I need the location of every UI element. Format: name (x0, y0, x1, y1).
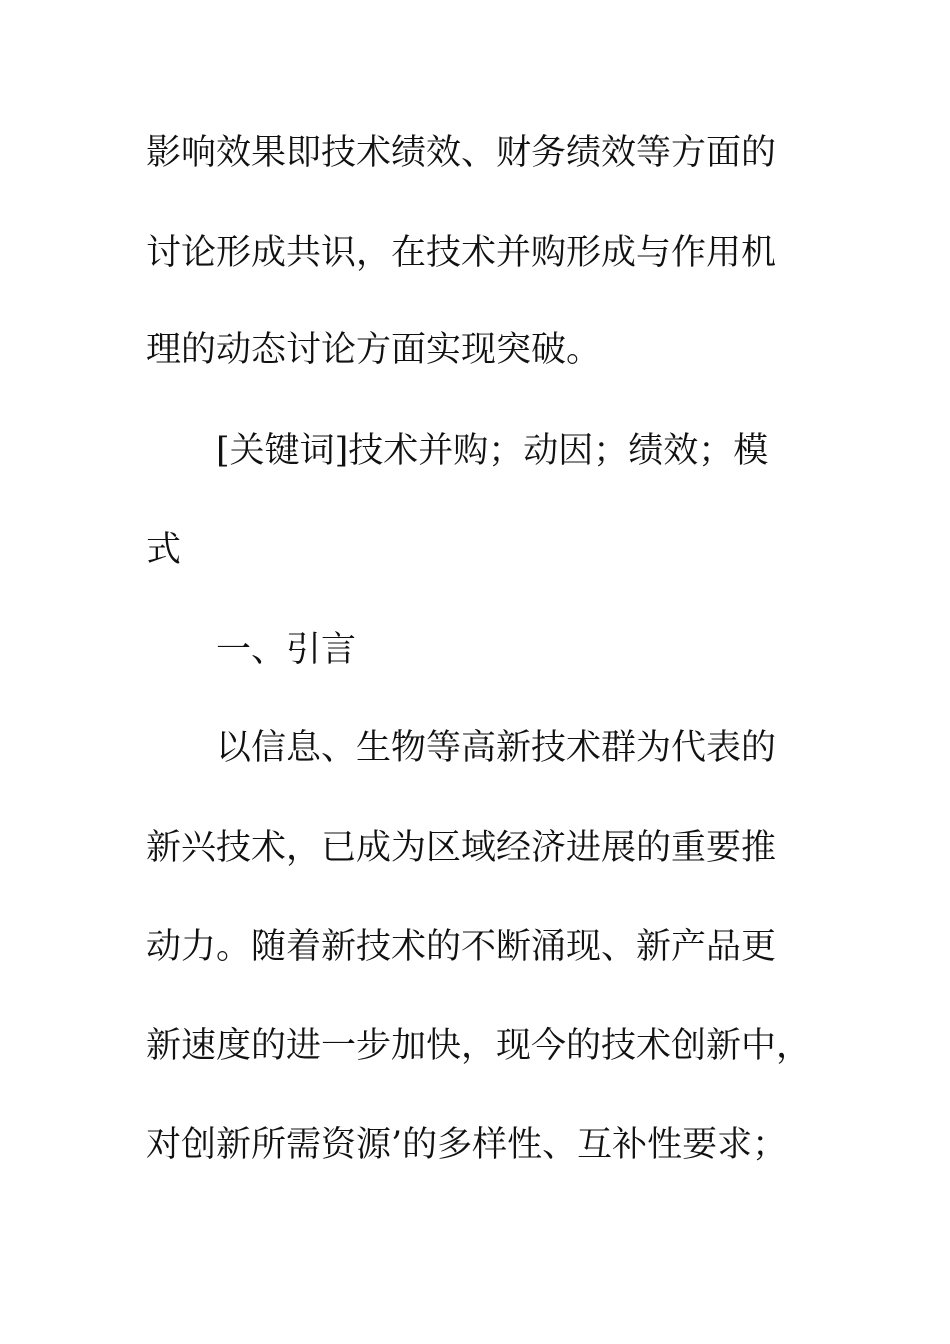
body-line: 对创新所需资源’的多样性、互补性要求； (146, 1125, 788, 1165)
section-heading: 一、引言 (216, 630, 357, 670)
body-line: 新速度的进一步加快，现今的技术创新中， (146, 1026, 812, 1066)
abstract-line: 理的动态讨论方面实现突破。 (146, 330, 602, 370)
keywords-line: [关键词]技术并购；动因；绩效；模 (216, 431, 769, 471)
abstract-line: 影响效果即技术绩效、财务绩效等方面的 (146, 133, 777, 173)
body-line: 动力。随着新技术的不断涌现、新产品更 (146, 927, 777, 967)
abstract-line: 讨论形成共识，在技术并购形成与作用机 (146, 233, 777, 273)
body-line: 以信息、生物等高新技术群为代表的 (216, 728, 777, 768)
keywords-line: 式 (146, 530, 182, 570)
body-line: 新兴技术，已成为区域经济进展的重要推 (146, 828, 777, 868)
